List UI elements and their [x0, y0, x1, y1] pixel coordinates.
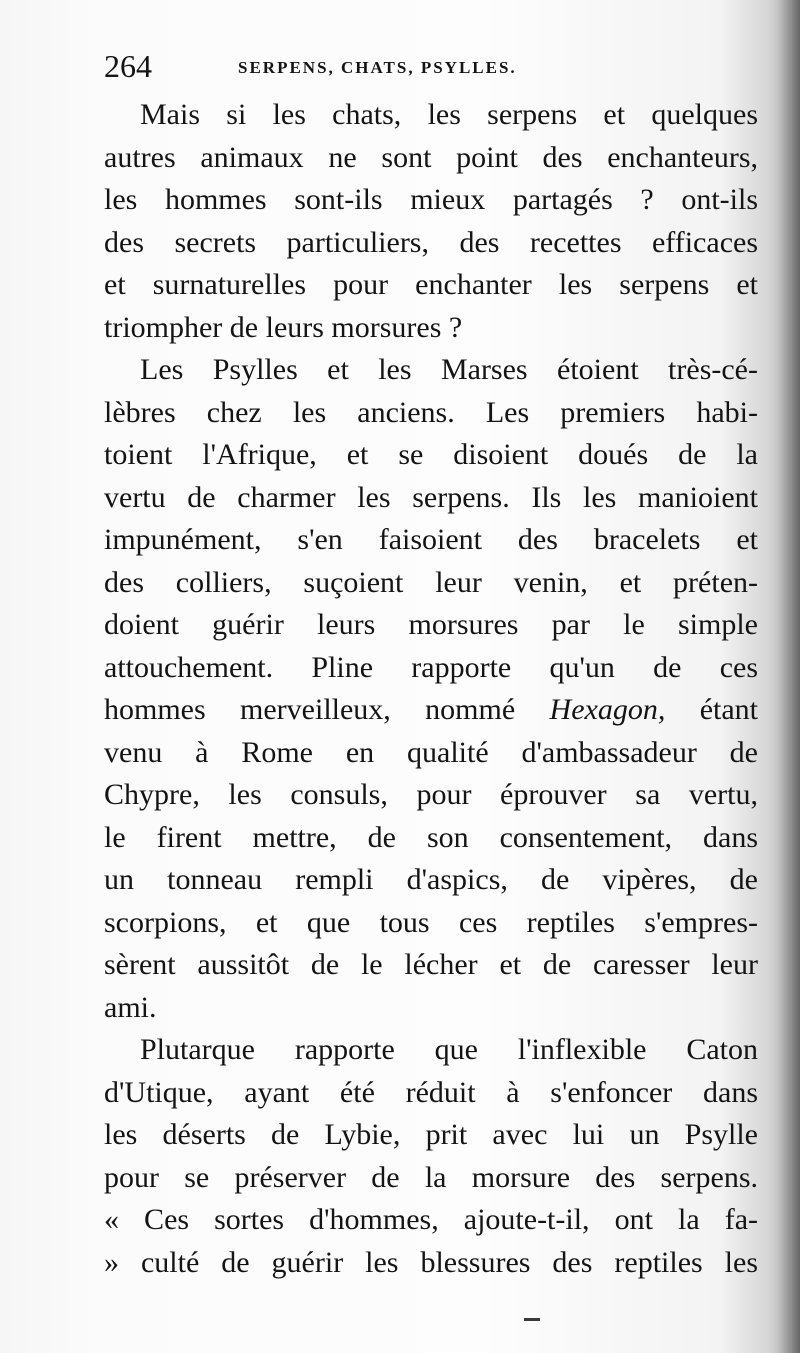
text-line: d'Utique, ayant été réduit à s'enfoncer dans [104, 1075, 758, 1109]
text-line: impunément, s'en faisoient des bracelets et [104, 523, 758, 556]
page-number: 264 [104, 48, 152, 84]
text-line: » culté de guérir les blessures des reptiles les [104, 1245, 758, 1279]
text-line: toient l'Afrique, et se disoient doués de la [104, 438, 758, 471]
text-line: lèbres chez les anciens. Les premiers habi- [104, 395, 758, 429]
running-head: SERPENS, CHATS, PSYLLES. [238, 58, 517, 77]
text-line: ami. [104, 990, 157, 1024]
text-line: Plutarque rapporte que l'inflexible Caton [140, 1033, 758, 1066]
text-line: des secrets particuliers, des recettes efficaces [104, 225, 758, 259]
text-line: venu à Rome en qualité d'ambassadeur de [104, 735, 758, 769]
text-line: les déserts de Lybie, prit avec lui un Psylle [104, 1118, 758, 1151]
text-line: Mais si les chats, les serpens et quelques [140, 98, 758, 131]
text-line: scorpions, et que tous ces reptiles s'empres- [104, 905, 758, 939]
page-header [104, 44, 624, 88]
text-line: le firent mettre, de son consentement, dans [104, 820, 758, 854]
text-line: vertu de charmer les serpens. Ils les manioient [104, 480, 758, 514]
text-line: un tonneau rempli d'aspics, de vipères, de [104, 863, 758, 896]
body-text [104, 94, 758, 1284]
printer-mark [524, 1318, 540, 1321]
text-line: les hommes sont-ils mieux partagés ? ont-ils [104, 183, 758, 216]
text-line: sèrent aussitôt de le lécher et de caresser leur [104, 948, 758, 981]
text-line: autres animaux ne sont point des enchanteurs, [104, 140, 758, 174]
text-run: étant [665, 693, 758, 726]
page-edge-shadow [778, 0, 800, 1353]
text-line: « Ces sortes d'hommes, ajoute-t-il, ont la fa- [104, 1203, 758, 1236]
text-line [104, 689, 758, 732]
text-line: et surnaturelles pour enchanter les serpens et [104, 268, 758, 301]
italic-name: Hexagon, [549, 693, 666, 726]
text-run: hommes merveilleux, nommé [104, 693, 550, 726]
text-line: des colliers, suçoient leur venin, et préten- [104, 565, 758, 599]
text-line: attouchement. Pline rapporte qu'un de ces [104, 650, 758, 684]
text-line: doient guérir leurs morsures par le simple [104, 608, 758, 641]
text-line: triompher de leurs morsures ? [104, 310, 463, 344]
text-line: Les Psylles et les Marses étoient très-cé- [140, 353, 758, 386]
text-line: Chypre, les consuls, pour éprouver sa vertu, [104, 778, 758, 811]
text-line: pour se préserver de la morsure des serpens. [104, 1160, 758, 1194]
